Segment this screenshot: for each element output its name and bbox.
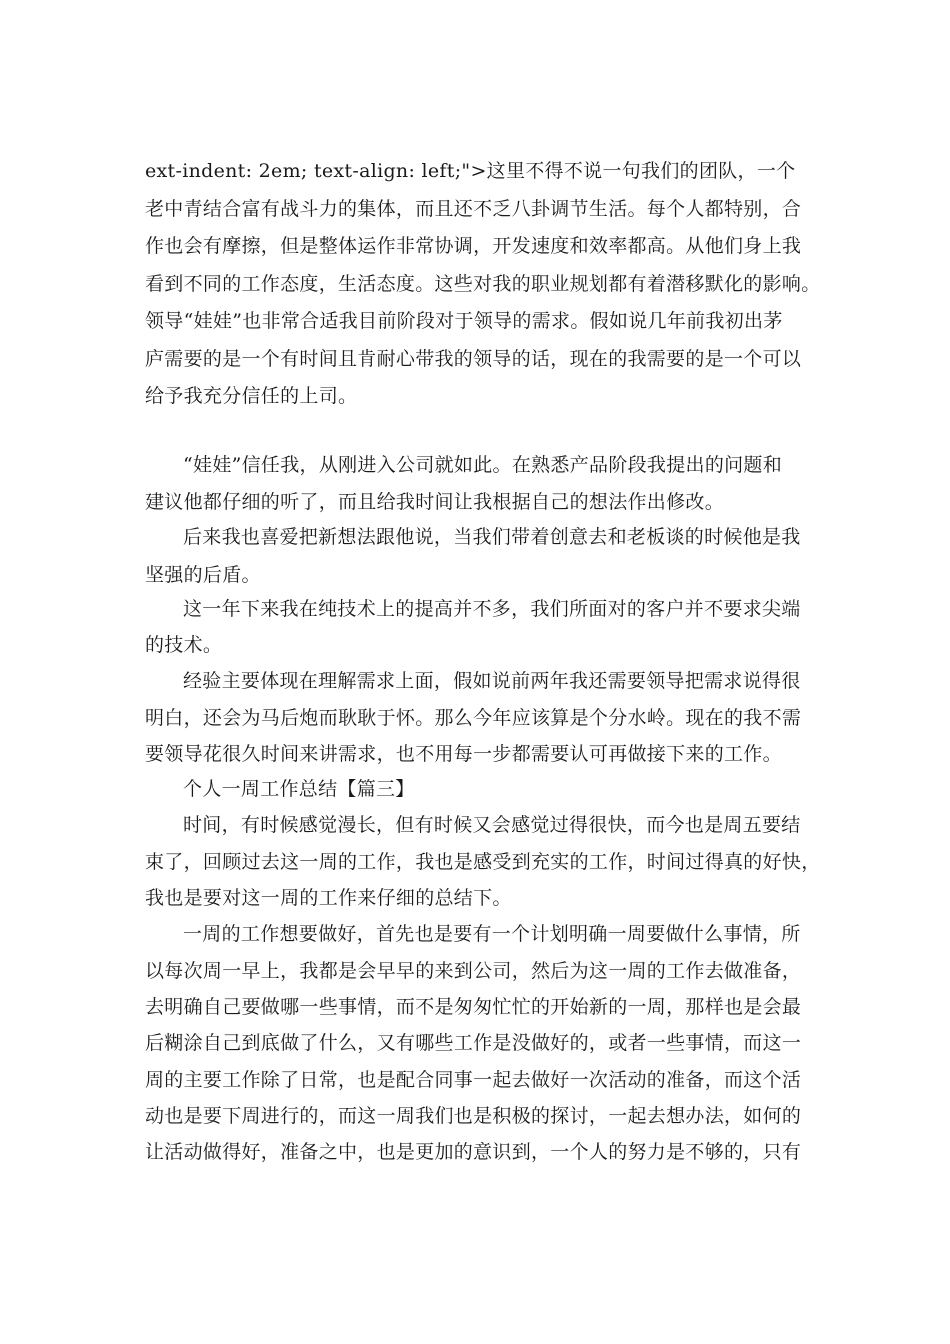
text-line: 建议他都仔细的听了，而且给我时间让我根据自己的想法作出修改。 — [145, 491, 725, 513]
text-line: 我也是要对这一周的工作来仔细的总结下。 — [145, 887, 512, 909]
text-line: 领导“娃娃”也非常合适我目前阶段对于领导的需求。假如说几年前我初出茅 — [145, 310, 783, 332]
text-line: 后糊涂自己到底做了什么，又有哪些工作是没做好的，或者一些事情，而这一 — [145, 1032, 802, 1054]
section-heading: 个人一周工作总结【篇三】 — [183, 778, 415, 800]
text-line: 作也会有摩擦，但是整体运作非常协调，开发速度和效率都高。从他们身上我 — [145, 235, 802, 257]
text-line: 动也是要下周进行的，而这一周我们也是积极的探讨，一起去想办法，如何的 — [145, 1105, 802, 1127]
paragraph-first-line: 后来我也喜爱把新想法跟他说，当我们带着创意去和老板谈的时候他是我 — [183, 526, 801, 548]
text-line: 束了，回顾过去这一周的工作，我也是感受到充实的工作，时间过得真的好快， — [145, 851, 821, 873]
paragraph-first-line: 经验主要体现在理解需求上面，假如说前两年我还需要领导把需求说得很 — [183, 670, 801, 692]
text-line: 去明确自己要做哪一些事情，而不是匆匆忙忙的开始新的一周，那样也是会最 — [145, 996, 802, 1018]
text-line: 老中青结合富有战斗力的集体，而且还不乏八卦调节生活。每个人都特别，合 — [145, 198, 802, 220]
text-line: 的技术。 — [145, 634, 223, 656]
paragraph-first-line: 一周的工作想要做好，首先也是要有一个计划明确一周要做什么事情，所 — [183, 923, 801, 945]
text-line: 庐需要的是一个有时间且肯耐心带我的领导的话，现在的我需要的是一个可以 — [145, 348, 802, 370]
text-line: 坚强的后盾。 — [145, 564, 261, 586]
text-line: 明白，还会为马后炮而耿耿于怀。那么今年应该算是个分水岭。现在的我不需 — [145, 707, 802, 729]
paragraph-first-line: 时间，有时候感觉漫长，但有时候又会感觉过得很快，而今也是周五要结 — [183, 814, 801, 836]
text-line: 让活动做得好，准备之中，也是更加的意识到，一个人的努力是不够的，只有 — [145, 1141, 802, 1163]
paragraph-first-line: “娃娃”信任我，从刚进入公司就如此。在熟悉产品阶段我提出的问题和 — [183, 454, 783, 476]
text-line: 周的主要工作除了日常，也是配合同事一起去做好一次活动的准备，而这个活 — [145, 1069, 802, 1091]
paragraph-first-line: 这一年下来我在纯技术上的提高并不多，我们所面对的客户并不要求尖端 — [183, 598, 801, 620]
text-line: ext-indent: 2em; text-align: left;">这里不得不说一句我们的团队，一个 — [145, 160, 796, 182]
text-line: 给予我充分信任的上司。 — [145, 385, 358, 407]
text-line: 要领导花很久时间来讲需求，也不用每一步都需要认可再做接下来的工作。 — [145, 743, 782, 765]
text-line: 看到不同的工作态度，生活态度。这些对我的职业规划都有着潜移默化的影响。 — [145, 273, 821, 295]
text-line: 以每次周一早上，我都是会早早的来到公司，然后为这一周的工作去做准备， — [145, 960, 802, 982]
